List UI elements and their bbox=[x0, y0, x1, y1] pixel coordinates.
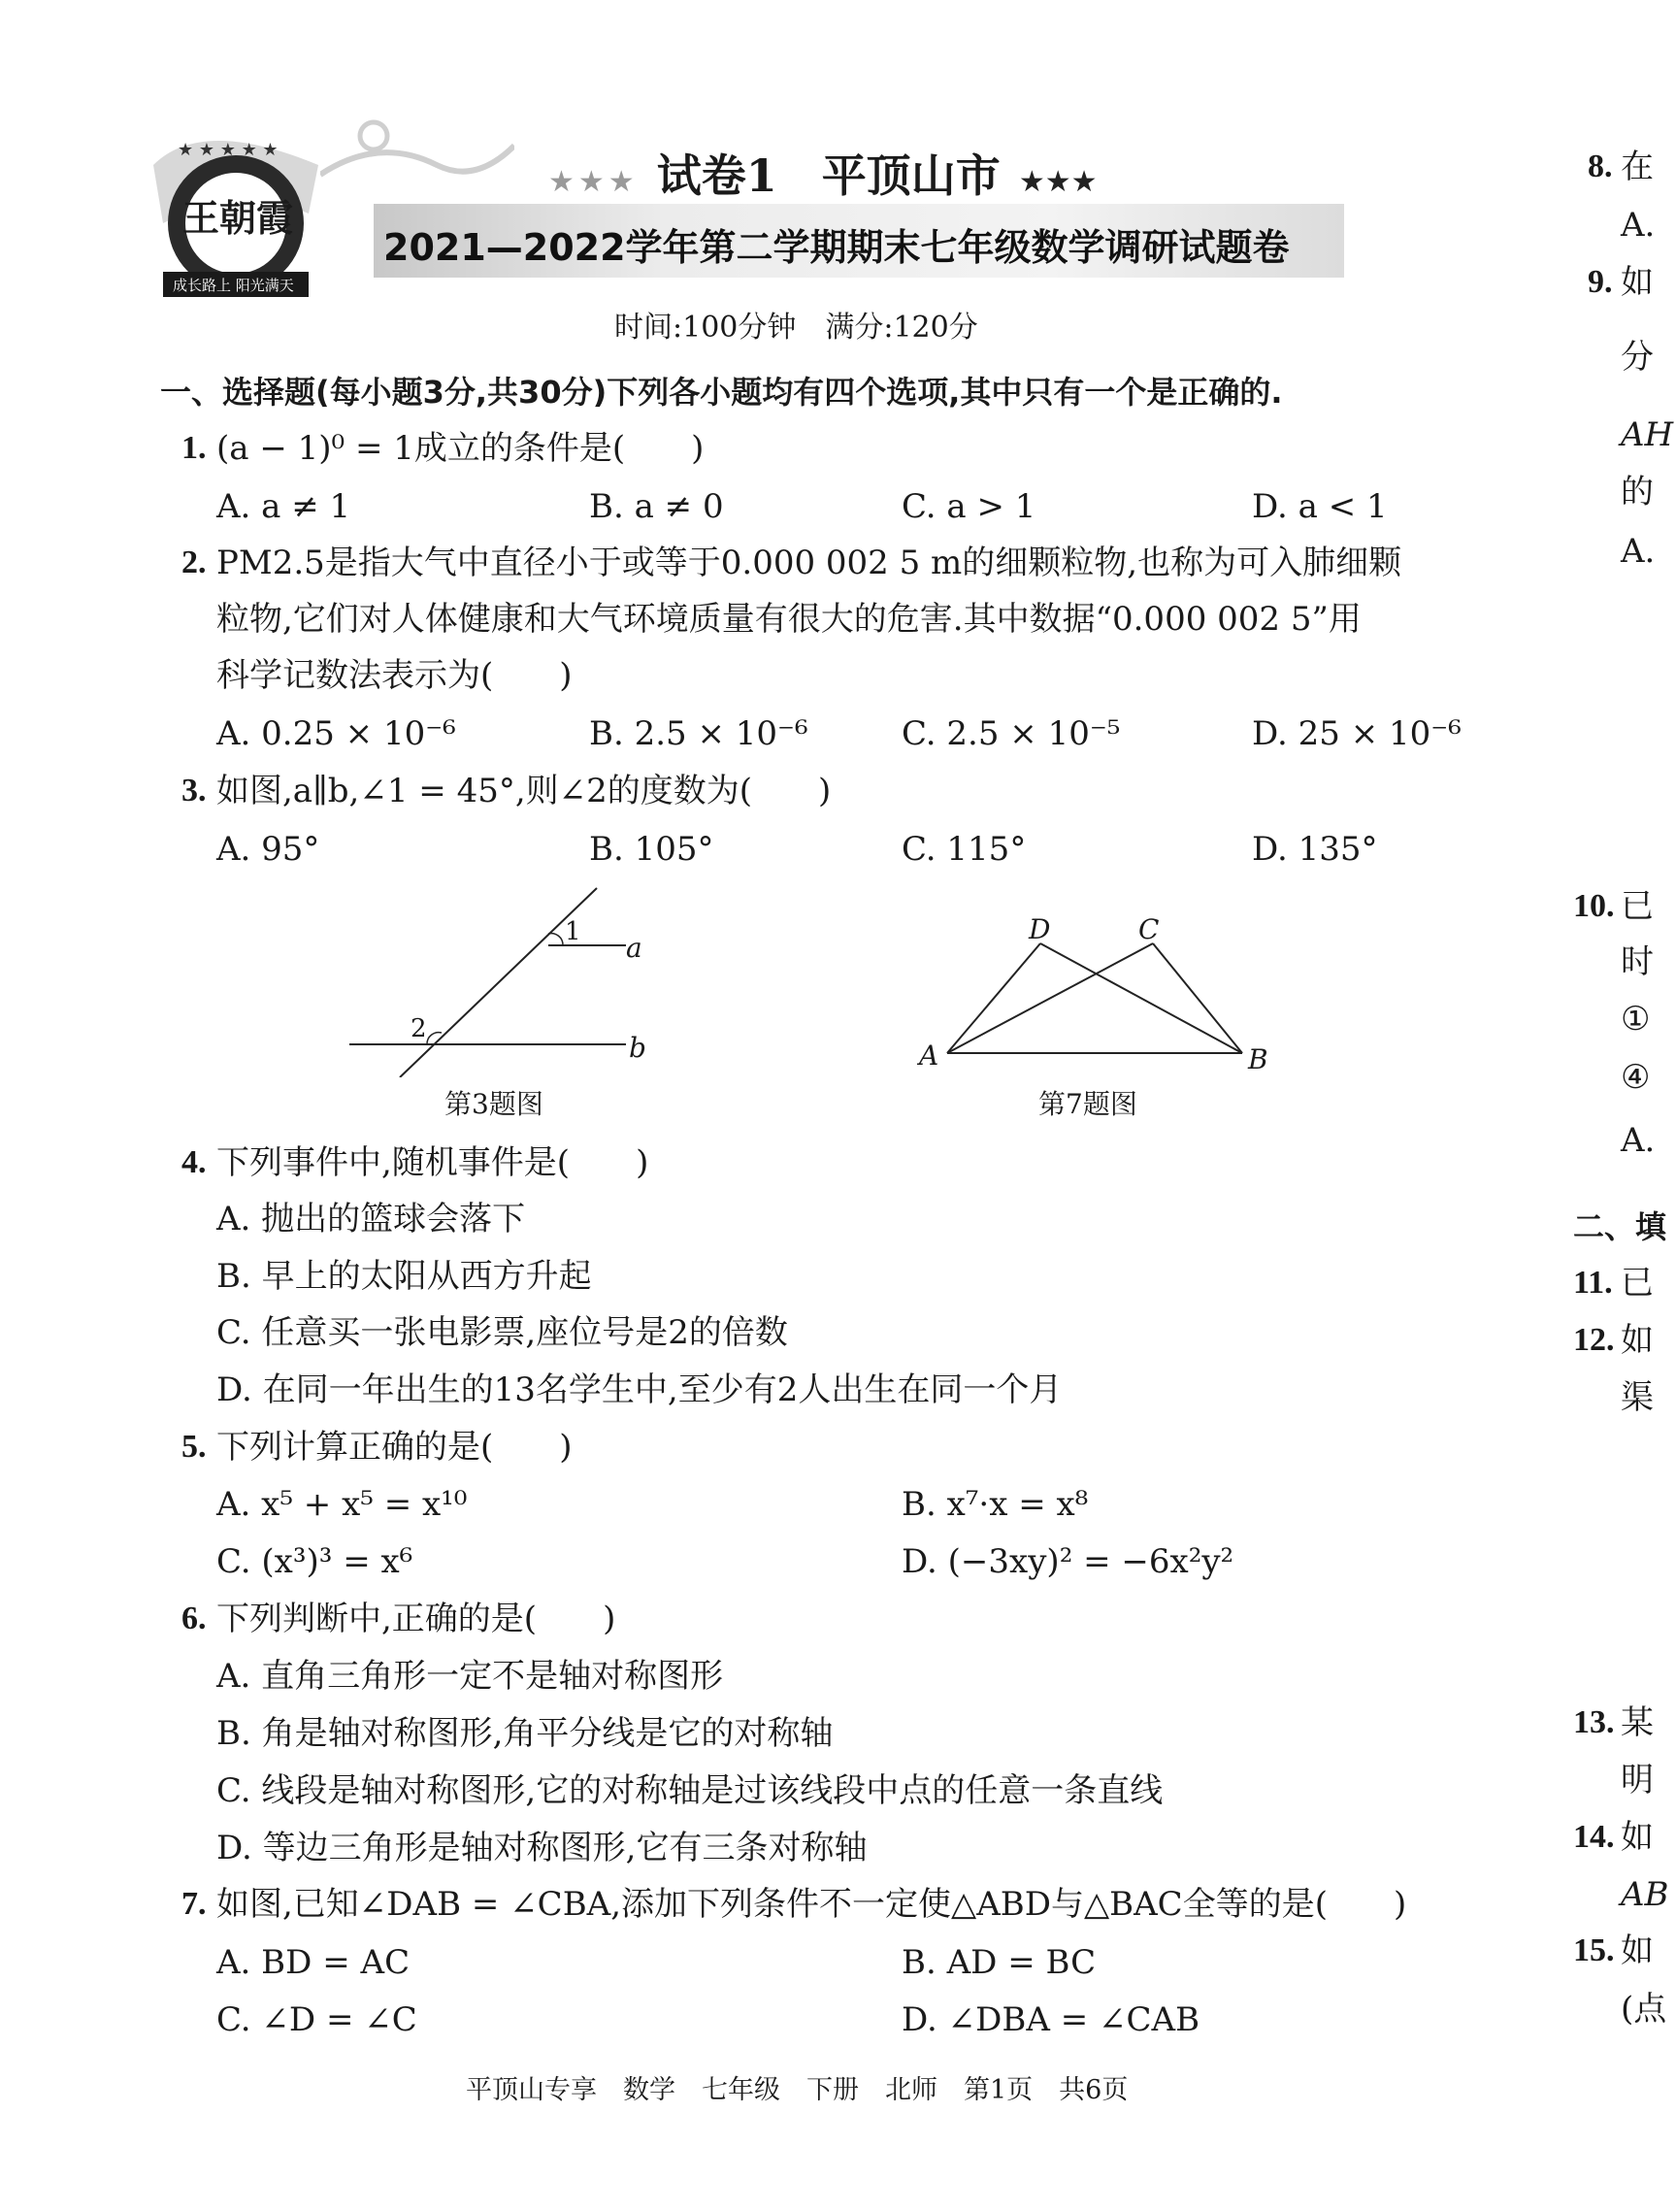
segment-db bbox=[1040, 943, 1242, 1053]
fig3-angle1-label: 1 bbox=[565, 917, 581, 946]
q8-option-a: A. bbox=[1621, 206, 1656, 245]
fig3-caption: 第3题图 bbox=[444, 1088, 543, 1120]
q13-line2: 明 bbox=[1621, 1761, 1654, 1799]
section2-heading: 二、填 bbox=[1573, 1208, 1667, 1245]
q13-number: 13. bbox=[1573, 1704, 1615, 1740]
q10-line3: ① bbox=[1621, 1000, 1651, 1039]
logo-slogan: 成长路上 阳光满天 bbox=[173, 277, 294, 294]
q10-line4: ④ bbox=[1621, 1058, 1651, 1097]
q7-option-b: B. AD = BC bbox=[902, 1943, 1097, 1982]
q10-option-a: A. bbox=[1621, 1121, 1656, 1160]
section1-heading: 一、选择题(每小题3分,共30分)下列各小题均有四个选项,其中只有一个是正确的. bbox=[160, 374, 1283, 411]
q12-line2: 渠 bbox=[1621, 1378, 1654, 1417]
q14-number: 14. bbox=[1573, 1819, 1615, 1855]
q4-stem: 下列事件中,随机事件是( ) bbox=[216, 1143, 649, 1182]
q3-option-b: B. 105° bbox=[589, 830, 714, 869]
q6-option-a: A. 直角三角形一定不是轴对称图形 bbox=[216, 1657, 724, 1696]
q10-text: 已 bbox=[1621, 887, 1654, 926]
q5-stem: 下列计算正确的是( ) bbox=[216, 1428, 573, 1467]
q10-number: 10. bbox=[1573, 888, 1615, 924]
q15-number: 15. bbox=[1573, 1932, 1615, 1968]
q12-number: 12. bbox=[1573, 1322, 1615, 1358]
fig7-caption: 第7题图 bbox=[1038, 1088, 1137, 1120]
q3-option-d: D. 135° bbox=[1252, 830, 1378, 869]
q10-line2: 时 bbox=[1621, 942, 1654, 981]
q9-line3: AH bbox=[1621, 415, 1674, 454]
time-info: 时间:100分钟 满分:120分 bbox=[614, 311, 978, 345]
fig3-line-a-label: a bbox=[626, 932, 642, 964]
q14-text: 如 bbox=[1621, 1818, 1654, 1857]
q2-option-d: D. 25 × 10⁻⁶ bbox=[1252, 714, 1462, 753]
title-row bbox=[548, 141, 1098, 202]
q5-option-b: B. x⁷·x = x⁸ bbox=[902, 1485, 1089, 1524]
figure-7-diagram bbox=[932, 932, 1262, 1068]
q1-option-a: A. a ≠ 1 bbox=[216, 487, 351, 526]
fig7-point-c: C bbox=[1138, 913, 1160, 945]
q6-option-d: D. 等边三角形是轴对称图形,它有三条对称轴 bbox=[216, 1829, 868, 1867]
exam-subtitle: 2021—2022学年第二学期期末七年级数学调研试题卷 bbox=[383, 226, 1290, 269]
q2-option-c: C. 2.5 × 10⁻⁵ bbox=[902, 714, 1121, 753]
page-title: 试卷1 平顶山市 bbox=[656, 149, 1001, 202]
q1-option-c: C. a > 1 bbox=[902, 487, 1036, 526]
q13-text: 某 bbox=[1621, 1703, 1654, 1742]
q3-option-c: C. 115° bbox=[902, 830, 1027, 869]
q2-line2: 粒物,它们对人体健康和大气环境质量有很大的危害.其中数据“0.000 002 5”用 bbox=[216, 600, 1362, 639]
svg-text:★ ★ ★ ★ ★: ★ ★ ★ ★ ★ bbox=[178, 140, 279, 160]
q4-option-b: B. 早上的太阳从西方升起 bbox=[216, 1257, 592, 1296]
fig7-point-a: A bbox=[919, 1040, 939, 1072]
q6-option-b: B. 角是轴对称图形,角平分线是它的对称轴 bbox=[216, 1714, 834, 1753]
q5-option-d: D. (−3xy)² = −6x²y² bbox=[902, 1542, 1234, 1581]
q4-option-a: A. 抛出的篮球会落下 bbox=[216, 1200, 526, 1238]
q14-line2: AB bbox=[1621, 1875, 1669, 1914]
fig7-point-d: D bbox=[1029, 913, 1051, 945]
stars-left: ★★★ bbox=[548, 165, 639, 199]
q5-option-a: A. x⁵ + x⁵ = x¹⁰ bbox=[216, 1485, 468, 1524]
segment-ac bbox=[947, 943, 1153, 1053]
q8-number: 8. bbox=[1588, 149, 1613, 184]
logo-text: 王朝霞 bbox=[182, 196, 294, 240]
q9-line4: 的 bbox=[1621, 473, 1654, 512]
fig3-line-b-label: b bbox=[629, 1032, 646, 1064]
q4-number: 4. bbox=[181, 1144, 207, 1180]
q6-stem: 下列判断中,正确的是( ) bbox=[216, 1600, 616, 1638]
q1-option-d: D. a < 1 bbox=[1252, 487, 1388, 526]
q4-option-d: D. 在同一年出生的13名学生中,至少有2人出生在同一个月 bbox=[216, 1370, 1063, 1409]
q1-stem: (a − 1)⁰ = 1成立的条件是( ) bbox=[216, 429, 705, 468]
q5-option-c: C. (x³)³ = x⁶ bbox=[216, 1542, 413, 1581]
segment-ad bbox=[947, 943, 1040, 1053]
q1-number: 1. bbox=[181, 430, 207, 466]
fig7-point-b: B bbox=[1248, 1043, 1268, 1075]
q9-line2: 分 bbox=[1621, 338, 1654, 377]
page-footer: 平顶山专享 数学 七年级 下册 北师 第1页 共6页 bbox=[466, 2075, 1129, 2105]
q12-text: 如 bbox=[1621, 1321, 1654, 1360]
q7-stem: 如图,已知∠DAB = ∠CBA,添加下列条件不一定使△ABD与△BAC全等的是( ) bbox=[216, 1885, 1407, 1924]
fig3-angle2-label: 2 bbox=[411, 1014, 427, 1043]
q15-text: 如 bbox=[1621, 1931, 1654, 1970]
q9-option-a: A. bbox=[1621, 532, 1656, 571]
q2-option-b: B. 2.5 × 10⁻⁶ bbox=[589, 714, 808, 753]
q3-number: 3. bbox=[181, 773, 207, 809]
q15-line2: (点 bbox=[1621, 1990, 1667, 2029]
ribbon-decoration-icon bbox=[320, 116, 514, 204]
q7-option-a: A. BD = AC bbox=[216, 1943, 411, 1982]
figure-3-diagram bbox=[349, 874, 670, 1077]
q11-number: 11. bbox=[1573, 1265, 1613, 1301]
q2-number: 2. bbox=[181, 545, 207, 580]
q6-option-c: C. 线段是轴对称图形,它的对称轴是过该线段中点的任意一条直线 bbox=[216, 1771, 1164, 1810]
q3-option-a: A. 95° bbox=[216, 830, 320, 869]
q8-text: 在 bbox=[1621, 148, 1654, 186]
q7-option-d: D. ∠DBA = ∠CAB bbox=[902, 2000, 1200, 2039]
stars-right: ★★★ bbox=[1018, 165, 1098, 199]
q1-option-b: B. a ≠ 0 bbox=[589, 487, 724, 526]
segment-cb bbox=[1153, 943, 1242, 1053]
q7-option-c: C. ∠D = ∠C bbox=[216, 2000, 417, 2039]
q7-number: 7. bbox=[181, 1886, 207, 1922]
q3-stem: 如图,a∥b,∠1 = 45°,则∠2的度数为( ) bbox=[216, 772, 832, 810]
q9-number: 9. bbox=[1588, 264, 1613, 300]
q2-line1: PM2.5是指大气中直径小于或等于0.000 002 5 m的细颗粒物,也称为可入肺细颗 bbox=[216, 544, 1402, 582]
q6-number: 6. bbox=[181, 1601, 207, 1636]
q4-option-c: C. 任意买一张电影票,座位号是2的倍数 bbox=[216, 1313, 788, 1352]
q9-text: 如 bbox=[1621, 263, 1654, 302]
q11-text: 已 bbox=[1621, 1264, 1654, 1303]
q2-line3: 科学记数法表示为( ) bbox=[216, 656, 573, 695]
q5-number: 5. bbox=[181, 1429, 207, 1465]
q2-option-a: A. 0.25 × 10⁻⁶ bbox=[216, 714, 456, 753]
